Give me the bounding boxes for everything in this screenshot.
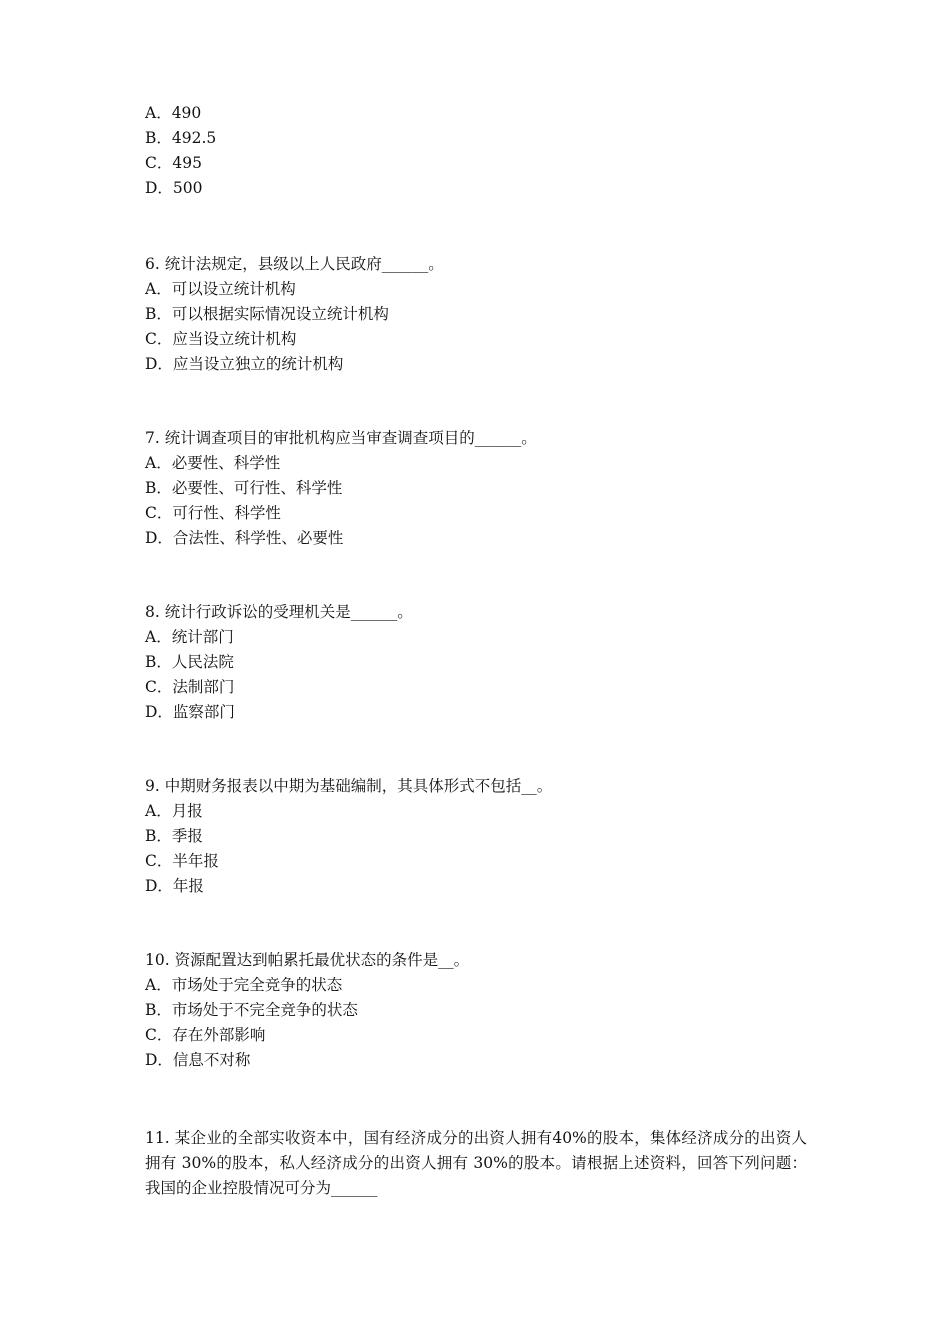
- q11-stem: 11. 某企业的全部实收资本中，国有经济成分的出资人拥有40%的股本，集体经济成分的出资人拥有 30%的股本，私人经济成分的出资人拥有 30%的股本。请根据上述资料，回答下列问题：我国的企业控股情况可分为______: [145, 1129, 807, 1197]
- q10-stem: 10. 资源配置达到帕累托最优状态的条件是__。: [145, 951, 470, 969]
- q6-option-c: C．应当设立统计机构: [145, 330, 297, 348]
- q10-option-a: A．市场处于完全竞争的状态: [145, 976, 343, 994]
- q9-option-b: B．季报: [145, 827, 203, 845]
- q10-option-b: B．市场处于不完全竞争的状态: [145, 1001, 358, 1019]
- q6-option-a: A．可以设立统计机构: [145, 280, 296, 298]
- q8-stem: 8. 统计行政诉讼的受理机关是______。: [145, 603, 413, 621]
- q10-option-d: D．信息不对称: [145, 1051, 251, 1069]
- q7-stem: 7. 统计调查项目的审批机构应当审查调查项目的______。: [145, 429, 537, 447]
- q9-stem: 9. 中期财务报表以中期为基础编制，其具体形式不包括__。: [145, 777, 553, 795]
- q9-option-a: A．月报: [145, 802, 203, 820]
- q10-option-c: C．存在外部影响: [145, 1026, 266, 1044]
- q9-option-c: C．半年报: [145, 852, 219, 870]
- q7-option-d: D．合法性、科学性、必要性: [145, 529, 344, 547]
- q8-option-d: D．监察部门: [145, 703, 235, 721]
- q8-option-a: A．统计部门: [145, 628, 234, 646]
- q5-option-c: C．495: [145, 154, 202, 172]
- q7-option-a: A．必要性、科学性: [145, 454, 281, 472]
- q7-option-b: B．必要性、可行性、科学性: [145, 479, 343, 497]
- q5-option-a: A．490: [145, 104, 202, 122]
- q8-option-c: C．法制部门: [145, 678, 235, 696]
- q6-option-d: D．应当设立独立的统计机构: [145, 355, 344, 373]
- q5-option-b: B．492.5: [145, 129, 217, 147]
- q6-stem: 6. 统计法规定，县级以上人民政府______。: [145, 255, 444, 273]
- q7-option-c: C．可行性、科学性: [145, 504, 281, 522]
- q5-option-d: D．500: [145, 179, 203, 197]
- q9-option-d: D．年报: [145, 877, 204, 895]
- q8-option-b: B．人民法院: [145, 653, 234, 671]
- q6-option-b: B．可以根据实际情况设立统计机构: [145, 305, 389, 323]
